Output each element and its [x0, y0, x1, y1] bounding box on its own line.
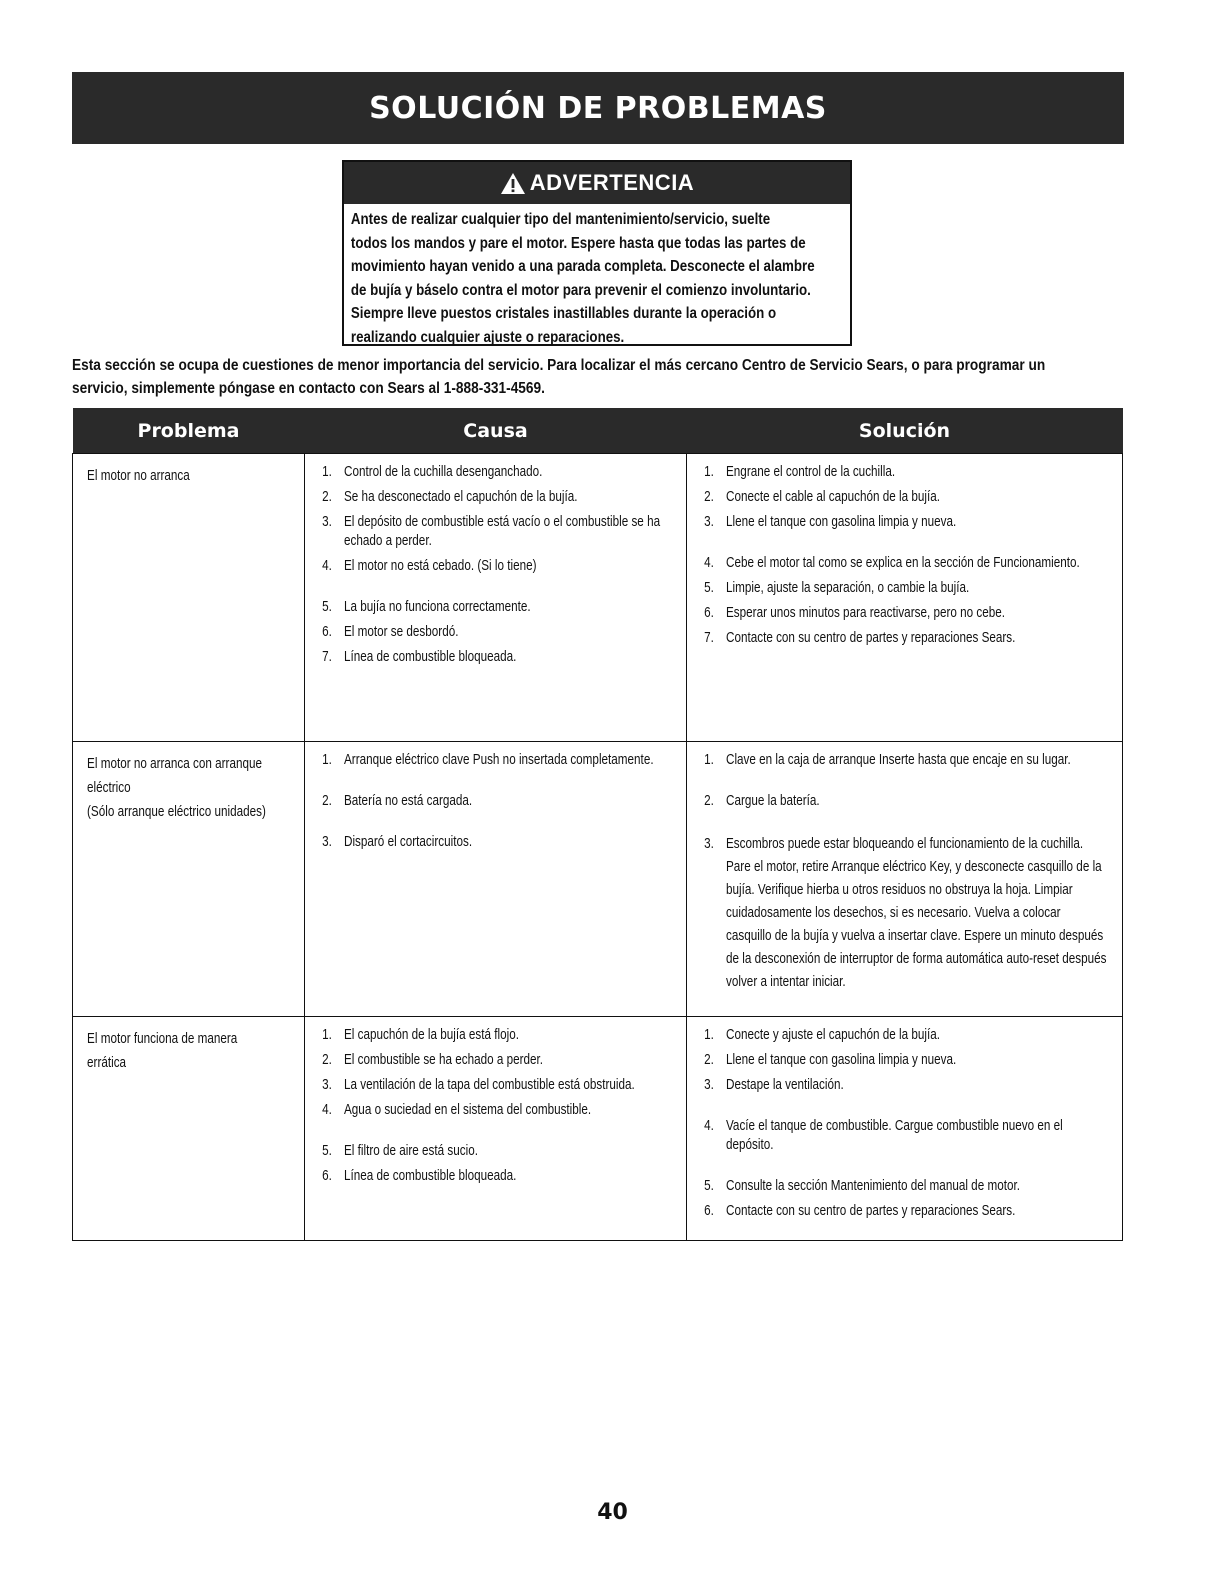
table-row	[73, 1017, 1123, 1241]
list-item: 2. Llene el tanque con gasolina limpia y nueva.	[704, 1051, 957, 1068]
warning-triangle-icon	[500, 172, 526, 195]
cause-list	[305, 454, 679, 680]
solution-cell	[687, 1017, 1123, 1241]
solution-list	[687, 1017, 1112, 1234]
problem-text: errática	[87, 1054, 127, 1071]
list-item: 2. Conecte el cable al capuchón de la bujía.	[704, 488, 941, 505]
header-problem: Problema	[73, 408, 305, 454]
intro-paragraph	[72, 354, 1132, 400]
troubleshooting-table	[72, 408, 1123, 1241]
list-item: 2. Cargue la batería.	[704, 792, 820, 809]
cause-cell	[305, 454, 687, 742]
problem-cell	[73, 454, 305, 742]
table-row	[73, 454, 1123, 742]
list-item: 3. Destape la ventilación.	[704, 1076, 844, 1093]
problem-text: (Sólo arranque eléctrico unidades)	[87, 803, 266, 820]
problem-text: El motor no arranca con arranque	[87, 755, 262, 772]
list-item: 6. Contacte con su centro de partes y reparaciones Sears.	[704, 1202, 1016, 1219]
warning-label: ADVERTENCIA	[529, 170, 695, 195]
page-number: 40	[597, 1500, 628, 1525]
list-item: 4. Agua o suciedad en el sistema del combustible.	[322, 1101, 592, 1118]
list-item: 3. Disparó el cortacircuitos.	[322, 833, 473, 850]
list-item: 7. Contacte con su centro de partes y reparaciones Sears.	[704, 629, 1016, 646]
header-solution: Solución	[687, 408, 1123, 454]
problem-cell	[73, 742, 305, 1017]
list-item: 3. La ventilación de la tapa del combustible está obstruida.	[322, 1076, 635, 1093]
list-item: 4. Vacíe el tanque de combustible. Cargue combustible nuevo en el depósito.	[704, 1117, 1063, 1153]
list-item: 3. El depósito de combustible está vacío o el combustible se ha echado a perder.	[322, 513, 661, 549]
warning-line: Siempre lleve puestos cristales inastillables durante la operación o	[350, 305, 777, 322]
list-item: 2. Se ha desconectado el capuchón de la bujía.	[322, 488, 578, 505]
cause-list	[305, 1017, 679, 1199]
list-item: 4. Cebe el motor tal como se explica en la sección de Funcionamiento.	[704, 554, 1080, 571]
header-cause: Causa	[305, 408, 687, 454]
list-item: 7. Línea de combustible bloqueada.	[322, 648, 517, 665]
cause-cell	[305, 742, 687, 1017]
list-item: 2. El combustible se ha echado a perder.	[322, 1051, 544, 1068]
warning-line: Antes de realizar cualquier tipo del mantenimiento/servicio, suelte	[350, 211, 771, 228]
problem-text: El motor funciona de manera	[87, 1030, 238, 1047]
page-title: SOLUCIÓN DE PROBLEMAS	[369, 90, 827, 126]
warning-line: movimiento hayan venido a una parada completa. Desconecte el alambre	[350, 258, 815, 275]
list-item: 5. La bujía no funciona correctamente.	[322, 598, 531, 615]
problem-text: El motor no arranca	[87, 467, 190, 484]
list-item: 5. El filtro de aire está sucio.	[322, 1142, 478, 1159]
intro-line: Esta sección se ocupa de cuestiones de menor importancia del servicio. Para localizar el más cercano Centro de Servicio Sears, o para programar un	[72, 357, 1046, 374]
problem-cell	[73, 1017, 305, 1241]
list-item: 4. El motor no está cebado. (Si lo tiene)	[322, 557, 537, 574]
list-item: 6. El motor se desbordó.	[322, 623, 459, 640]
problem-text: eléctrico	[87, 779, 131, 796]
warning-line: de bujía y báselo contra el motor para prevenir el comienzo involuntario.	[350, 281, 811, 299]
table-header-row	[73, 408, 1123, 454]
warning-text	[344, 204, 852, 349]
solution-list	[687, 742, 1112, 1007]
list-item: 1. Clave en la caja de arranque Inserte hasta que encaje en su lugar.	[704, 751, 1071, 768]
list-item: 6. Esperar unos minutos para reactivarse, pero no cebe.	[704, 604, 1006, 621]
intro-line: servicio, simplemente póngase en contacto con Sears al 1-888-331-4569.	[72, 380, 545, 397]
list-item: 5. Consulte la sección Mantenimiento del manual de motor.	[704, 1177, 1020, 1194]
solution-cell	[687, 454, 1123, 742]
list-item: 1. Arranque eléctrico clave Push no insertada completamente.	[322, 751, 654, 768]
list-item: 1. Engrane el control de la cuchilla.	[704, 463, 896, 480]
warning-header	[344, 162, 850, 204]
list-item: 6. Línea de combustible bloqueada.	[322, 1167, 517, 1184]
warning-line: todos los mandos y pare el motor. Espere hasta que todas las partes de	[350, 234, 806, 252]
cause-list	[305, 742, 679, 865]
list-item: 3. Llene el tanque con gasolina limpia y nueva.	[704, 513, 957, 530]
warning-line: realizando cualquier ajuste o reparaciones.	[350, 328, 625, 346]
list-item: 3. Escombros puede estar bloqueando el funcionamiento de la cuchilla. Pare el motor, retire Arranque eléctrico Key, y desconecte casquillo de la bujía. Verifique hierba u otros residuos no obstruya la hoja. Limpiar cuidadosamente los desechos, si es necesario. Vuelva a colocar casquillo de la bujía y vuelva a insertar clave. Espere un minuto después de la desconexión de interruptor de forma automática auto-reset después volver a intentar iniciar.	[704, 835, 1107, 990]
solution-list	[687, 454, 1112, 661]
list-item: 1. Control de la cuchilla desenganchado.	[322, 463, 543, 480]
page-title-banner	[72, 72, 1124, 144]
table-row	[73, 742, 1123, 1017]
list-item: 1. El capuchón de la bujía está flojo.	[322, 1026, 519, 1043]
list-item: 2. Batería no está cargada.	[322, 792, 473, 809]
list-item: 1. Conecte y ajuste el capuchón de la bujía.	[704, 1026, 941, 1043]
list-item: 5. Limpie, ajuste la separación, o cambie la bujía.	[704, 579, 970, 596]
warning-box	[342, 160, 852, 346]
cause-cell	[305, 1017, 687, 1241]
solution-cell	[687, 742, 1123, 1017]
